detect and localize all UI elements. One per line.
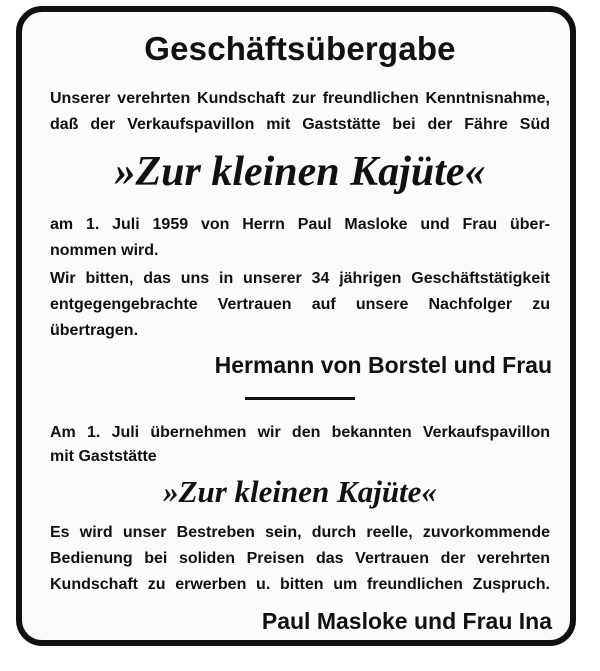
business-name-large: »Zur kleinen Kajüte« (114, 149, 486, 195)
second-line-5: Kundschaft zu erwerben u. bitten um freundlichen Zuspruch. (50, 576, 550, 593)
signature-new-owner: Paul Masloke und Frau Ina (261, 608, 552, 634)
section-divider (245, 397, 355, 400)
signature-previous-owner: Hermann von Borstel und Frau (214, 352, 552, 378)
business-name-small: »Zur kleinen Kajüte« (163, 474, 437, 509)
request-line-2: entgegengebrachte Vertrauen auf unsere Nachfolger zu (50, 296, 550, 313)
date-line-2: nommen wird. (50, 242, 159, 259)
second-line-1: Am 1. Juli übernehmen wir den bekannten Verkaufspavillon (50, 424, 550, 441)
intro-line-1: Unserer verehrten Kundschaft zur freundlichen Kenntnisnahme, (50, 90, 550, 107)
second-line-3: Es wird unser Bestreben sein, durch reelle, zuvorkommende (50, 524, 550, 541)
second-line-4: Bedienung bei soliden Preisen das Vertrauen der verehrten (50, 550, 550, 567)
notice-title: Geschäftsübergabe (144, 30, 456, 67)
date-line-1: am 1. Juli 1959 von Herrn Paul Masloke und Frau über- (50, 216, 550, 233)
request-line-3: übertragen. (50, 322, 139, 339)
intro-line-2: daß der Verkaufspavillon mit Gaststätte bei der Fähre Süd (50, 116, 550, 133)
second-line-2: mit Gaststätte (50, 448, 157, 465)
request-line-1: Wir bitten, das uns in unserer 34 jährigen Geschäftstätigkeit (50, 270, 550, 287)
